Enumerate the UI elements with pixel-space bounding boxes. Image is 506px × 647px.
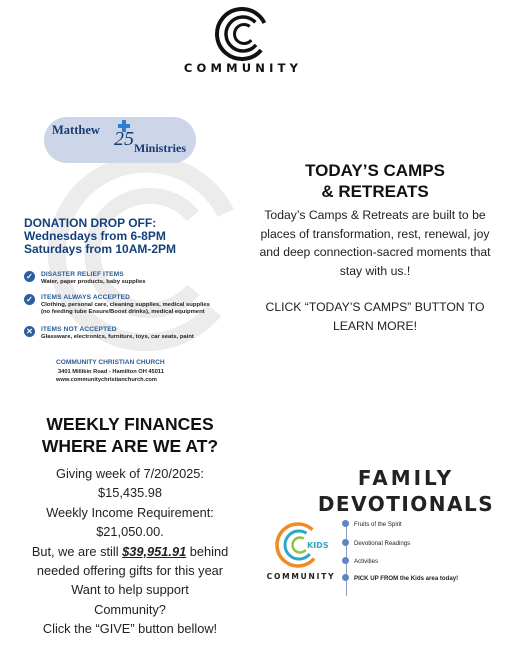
needed-line: needed offering gifts for this year	[36, 563, 224, 579]
give-instruction: Click the “GIVE” button bellow!	[42, 621, 218, 637]
behind-amount: $39,951.91	[122, 543, 187, 559]
behind-line: But, we are still $39,951.91 behind	[31, 543, 229, 559]
donation-flyer: Matthew 25 Ministries DONATION DROP OFF: Wednesdays from 6-8PM Saturdays from 10AM-2PM ✓ DISASTER RELIEF ITEMS Water, paper products, baby supplies ✓ ITEMS ALWAYS ACCEPTED Clothing, personal care, cleaning supplies, medical supplies (no feeding tube Ensure/Boost drinks), medical equipment ✕ ITEMS NOT ACCEPTED Glassware, electronics, furniture, toys, car seats, paint COMMUNITY CHRISTIAN CHURCH 3401 Millikin Road - Hamilton OH 45011 www.communitychristianchurch.com	[16, 105, 254, 395]
community-logo-icon	[214, 6, 270, 62]
brand-wordmark: COMMUNITY	[183, 61, 303, 75]
giving-amount: $15,435.98	[97, 485, 163, 501]
help-line-2: Community?	[94, 601, 166, 617]
kids-label: KIDS	[307, 541, 329, 550]
logo-ministries-text: Ministries	[134, 141, 186, 155]
devotional-item: Devotional Readings	[342, 539, 410, 547]
drop-off-heading: DONATION DROP OFF: Wednesdays from 6-8PM Saturdays from 10AM-2PM	[24, 216, 177, 256]
church-address: 3401 Millikin Road - Hamilton OH 45011	[58, 369, 164, 375]
family-devotionals-heading: FAMILY DEVOTIONALS	[317, 466, 495, 516]
camps-heading: TODAY’S CAMPS & RETREATS	[305, 161, 445, 201]
devotional-item: Activities	[342, 557, 378, 565]
kids-community-wordmark: COMMUNITY	[266, 572, 336, 581]
devotional-item: Fruits of the Spirit	[342, 520, 402, 528]
requirement-label: Weekly Income Requirement:	[46, 504, 214, 520]
church-name: COMMUNITY CHRISTIAN CHURCH	[56, 359, 165, 366]
finances-heading: WEEKLY FINANCES WHERE ARE WE AT?	[41, 414, 219, 456]
giving-label: Giving week of 7/20/2025:	[56, 466, 204, 481]
x-icon: ✕	[24, 326, 35, 337]
requirement-amount: $21,050.00.	[96, 524, 164, 540]
finances-details	[0, 464, 260, 639]
logo-matthew-text: Matthew	[52, 123, 100, 137]
kids-logo-icon	[274, 520, 329, 570]
check-icon: ✓	[24, 271, 35, 282]
church-website: www.communitychristianchurch.com	[56, 377, 157, 383]
logo-number-text: 25	[114, 128, 134, 150]
check-icon: ✓	[24, 294, 35, 305]
devotional-item: PICK UP FROM the Kids area today!	[342, 574, 458, 582]
help-line-1: Want to help support	[71, 582, 189, 598]
camps-description: Today’s Camps & Retreats are built to be places of transformation, rest, renewal, joy and deep connection-sacred moments that stay with us.!	[259, 208, 491, 278]
matthew-25-logo	[44, 117, 196, 163]
camps-cta-text: CLICK “TODAY’S CAMPS” BUTTON TO LEARN MORE!	[265, 300, 485, 333]
